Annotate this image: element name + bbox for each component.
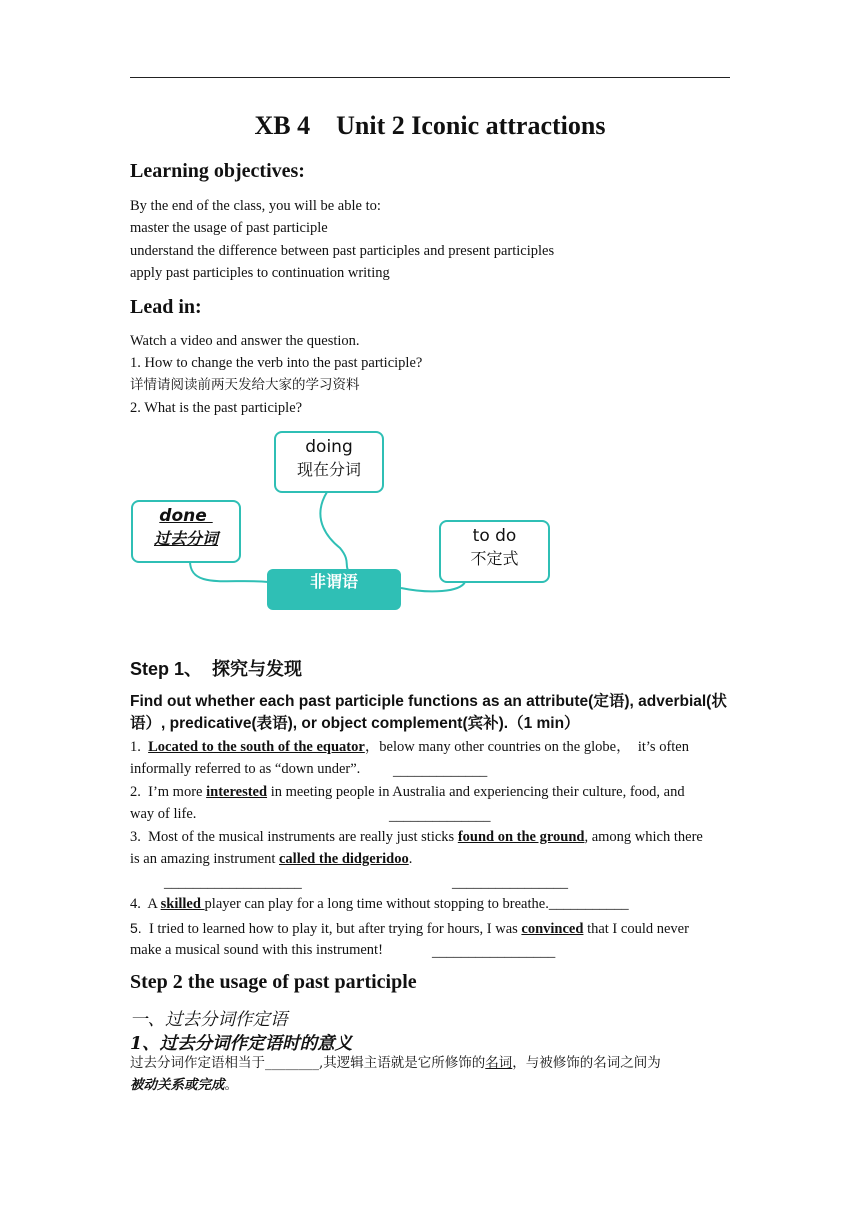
answer-blank[interactable]: ___________ bbox=[548, 896, 629, 912]
past-participle-phrase: convinced bbox=[521, 921, 584, 937]
objectives-line: By the end of the class, you will be able to: bbox=[130, 198, 381, 214]
sentence-1-line-a bbox=[130, 736, 730, 758]
definition-emphasis: 被动关系或完成 bbox=[130, 1077, 225, 1093]
sentence-3-line-b bbox=[130, 848, 412, 870]
answer-blank[interactable]: _____________ bbox=[393, 763, 488, 779]
sentence-text: 4. A bbox=[130, 896, 161, 912]
mindmap-node-label: 不定式 bbox=[470, 549, 519, 568]
lead-in-note: 详情请阅读前两天发给大家的学习资料 bbox=[130, 377, 360, 393]
definition-text: ,其逻辑主语就是它所修饰的 bbox=[319, 1055, 486, 1071]
mindmap-center-node: 非谓语 bbox=[267, 569, 401, 610]
objectives-line: apply past participles to continuation writing bbox=[130, 265, 390, 281]
step2-subheading-1: 一、过去分词作定语 bbox=[130, 1010, 288, 1030]
sentence-number: 5. bbox=[130, 920, 142, 936]
sentence-1-line-b: informally referred to as “down under”. bbox=[130, 761, 361, 777]
sentence-text: 3. Most of the musical instruments are really just sticks bbox=[130, 829, 458, 845]
step1-heading: Step 1、 探究与发现 bbox=[130, 659, 303, 679]
sentence-5-line-b: make a musical sound with this instrument! bbox=[130, 942, 383, 958]
definition-keyword: 名词 bbox=[485, 1055, 513, 1071]
step2-heading: Step 2 the usage of past participle bbox=[130, 971, 417, 993]
sentence-number: 1. bbox=[130, 739, 149, 755]
sentence-5-line-a bbox=[130, 917, 730, 940]
definition-text: 。 bbox=[224, 1077, 238, 1093]
mindmap-node-label: to do bbox=[472, 526, 517, 546]
sentence-text: in meeting people in Australia and experiencing their culture, food, and bbox=[267, 784, 685, 800]
mindmap-node-label: done bbox=[159, 506, 213, 526]
sentence-text: . bbox=[408, 851, 413, 867]
sentence-text: ，below many other countries on the globe， it’s often bbox=[364, 739, 689, 755]
past-participle-phrase: skilled bbox=[160, 896, 205, 912]
lead-in-question-2: 2. What is the past participle? bbox=[130, 400, 303, 416]
sentence-4 bbox=[130, 893, 629, 915]
sentence-text: 2. I’m more bbox=[130, 784, 207, 800]
definition-text: 过去分词作定语相当于 bbox=[130, 1055, 265, 1071]
past-participle-phrase: Located to the south of the equator bbox=[148, 739, 365, 755]
answer-blank[interactable]: ________________ bbox=[452, 875, 568, 891]
answer-blank[interactable]: ________ bbox=[265, 1055, 319, 1071]
mindmap-node-doing bbox=[274, 431, 384, 493]
answer-blank[interactable]: ___________________ bbox=[164, 875, 302, 891]
lead-in-heading: Lead in: bbox=[130, 296, 202, 318]
lead-in-question-1: 1. How to change the verb into the past participle? bbox=[130, 355, 423, 371]
past-participle-phrase: called the didgeridoo bbox=[279, 851, 409, 867]
sentence-3-line-a bbox=[130, 826, 730, 848]
definition-text: ，与被修饰的名词之间为 bbox=[512, 1055, 661, 1071]
sentence-text: I tried to learned how to play it, but after trying for hours, I was bbox=[141, 921, 522, 937]
objectives-line: understand the difference between past participles and present participles bbox=[130, 243, 555, 259]
objectives-heading: Learning objectives: bbox=[130, 160, 305, 182]
sentence-text: , among which there bbox=[584, 829, 703, 845]
mindmap-node-label: doing bbox=[305, 437, 353, 457]
mindmap-node-label: 过去分词 bbox=[153, 529, 218, 548]
step2-subheading-2: 1、过去分词作定语时的意义 bbox=[130, 1034, 353, 1054]
mindmap-node-todo bbox=[439, 520, 550, 583]
sentence-2-line-b: way of life. bbox=[130, 806, 197, 822]
step2-definition-line-b bbox=[130, 1074, 238, 1096]
mindmap-node-done bbox=[131, 500, 241, 563]
step2-definition-line-a bbox=[130, 1052, 730, 1074]
past-participle-phrase: interested bbox=[206, 784, 268, 800]
answer-blank[interactable]: ______________ bbox=[389, 808, 491, 824]
page-title: XB 4 Unit 2 Iconic attractions bbox=[254, 111, 606, 140]
objectives-line: master the usage of past participle bbox=[130, 220, 328, 236]
mindmap-node-label: 现在分词 bbox=[296, 460, 361, 479]
answer-blank[interactable]: _________________ bbox=[432, 944, 556, 960]
sentence-text: player can play for a long time without stopping to breathe. bbox=[204, 896, 549, 912]
step1-instruction: Find out whether each past participle functions as an attribute(定语), adverbial(状语）, predicative(表语), or object complement(宾补).（1 min） bbox=[130, 693, 727, 732]
sentence-2-line-a bbox=[130, 781, 730, 803]
sentence-text: is an amazing instrument bbox=[130, 851, 279, 867]
lead-in-intro: Watch a video and answer the question. bbox=[130, 333, 360, 349]
past-participle-phrase: found on the ground bbox=[457, 829, 585, 845]
sentence-text: that I could never bbox=[583, 921, 689, 937]
